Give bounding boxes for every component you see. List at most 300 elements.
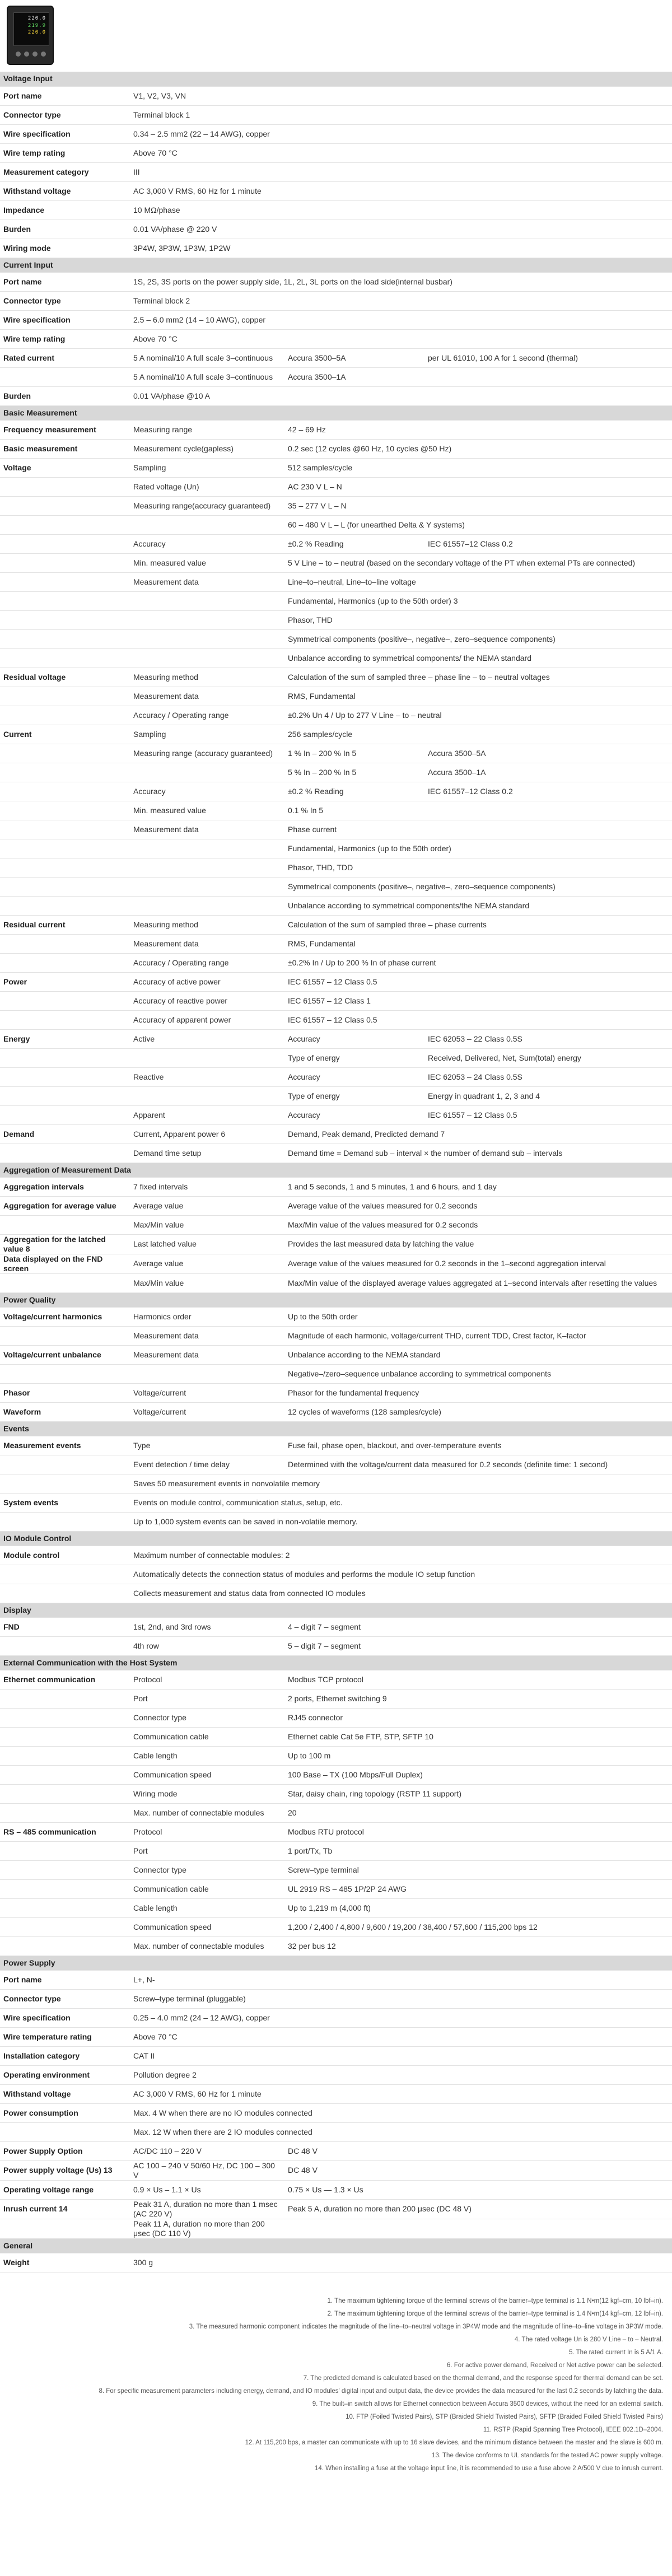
spec-value: 300 g: [130, 2253, 672, 2272]
spec-value: Measurement data: [130, 1326, 284, 1345]
spec-value: Negative–/zero–sequence unbalance according to symmetrical components: [284, 1364, 672, 1383]
spec-value: 2.5 – 6.0 mm2 (14 – 10 AWG), copper: [130, 310, 672, 329]
spec-row: [0, 1029, 672, 1048]
spec-row: [0, 1636, 672, 1655]
spec-label: [0, 1584, 130, 1603]
spec-value: Measurement data: [130, 572, 284, 591]
spec-row: [0, 86, 672, 105]
footnote: 2. The maximum tightening torque of the terminal screws of the barrier–type terminal is 1.4 N•m(14 kgf–cm, 12 lbf–in).: [327, 2310, 663, 2317]
spec-value: Communication cable: [130, 1879, 284, 1898]
spec-label: Power supply voltage (Us) 13: [0, 2160, 130, 2180]
spec-row: [0, 239, 672, 258]
spec-value: Accura 3500–5A: [424, 744, 672, 763]
spec-label: Aggregation for average value: [0, 1196, 130, 1215]
meter-buttons: [16, 52, 46, 57]
spec-row: [0, 2065, 672, 2084]
spec-value: ±0.2% In / Up to 200 % In of phase current: [284, 953, 672, 972]
spec-value: Unbalance according to symmetrical components/ the NEMA standard: [284, 648, 672, 668]
spec-value: Maximum number of connectable modules: 2: [130, 1546, 672, 1565]
spec-value: Fundamental, Harmonics (up to the 50th order): [284, 839, 672, 858]
spec-value: 7 fixed intervals: [130, 1177, 284, 1196]
spec-value: Active: [130, 1029, 284, 1048]
spec-label: [0, 477, 130, 496]
spec-value: Accuracy / Operating range: [130, 953, 284, 972]
spec-row: [0, 858, 672, 877]
spec-label: [0, 1727, 130, 1746]
spec-label: Wire temp rating: [0, 143, 130, 162]
spec-row: [0, 105, 672, 124]
spec-row: [0, 1493, 672, 1512]
spec-value: IEC 61557 – 12 Class 0.5: [284, 1010, 672, 1029]
spec-value: Automatically detects the connection status of modules and performs the module IO setup function: [130, 1565, 672, 1584]
spec-value: 3P4W, 3P3W, 1P3W, 1P2W: [130, 239, 672, 258]
spec-value: Accuracy of active power: [130, 972, 284, 991]
spec-row: [0, 458, 672, 477]
spec-value: Up to 100 m: [284, 1746, 672, 1765]
spec-row: [0, 725, 672, 744]
spec-value: Max/Min value: [130, 1215, 284, 1234]
spec-label: Port name: [0, 272, 130, 291]
spec-row: [0, 2122, 672, 2141]
spec-row: [0, 220, 672, 239]
spec-value: Peak 31 A, duration no more than 1 msec (AC 220 V): [130, 2199, 284, 2219]
footnote: 11. RSTP (Rapid Spanning Tree Protocol), IEEE 802.1D–2004.: [483, 2426, 663, 2433]
spec-row: [0, 1917, 672, 1936]
spec-value: Accuracy of reactive power: [130, 991, 284, 1010]
spec-row: [0, 610, 672, 629]
spec-value: [130, 515, 284, 534]
spec-row: [0, 1105, 672, 1124]
spec-value: Sampling: [130, 725, 284, 744]
spec-value: [284, 2219, 672, 2238]
spec-value: 20: [284, 1803, 672, 1822]
spec-value: 1S, 2S, 3S ports on the power supply side, 1L, 2L, 3L ports on the load side(internal busbar): [130, 272, 672, 291]
spec-label: Measurement category: [0, 162, 130, 181]
spec-value: [130, 1364, 284, 1383]
spec-value: ±0.2 % Reading: [284, 534, 424, 553]
spec-value: Min. measured value: [130, 801, 284, 820]
spec-value: 512 samples/cycle: [284, 458, 672, 477]
spec-value: Measuring range(accuracy guaranteed): [130, 496, 284, 515]
spec-value: Port: [130, 1841, 284, 1860]
spec-value: 4th row: [130, 1636, 284, 1655]
spec-label: Port name: [0, 86, 130, 105]
spec-value: 0.25 – 4.0 mm2 (24 – 12 AWG), copper: [130, 2008, 672, 2027]
footnote: 4. The rated voltage Un is 280 V Line – to – Neutral.: [514, 2336, 663, 2343]
spec-row: [0, 2160, 672, 2180]
spec-label: [0, 991, 130, 1010]
spec-row: [0, 820, 672, 839]
spec-value: Measurement data: [130, 820, 284, 839]
spec-label: Data displayed on the FND screen: [0, 1254, 130, 1273]
section-header: Basic Measurement: [0, 405, 672, 420]
spec-value: Unbalance according to symmetrical components/the NEMA standard: [284, 896, 672, 915]
spec-label: Burden: [0, 220, 130, 239]
spec-row: [0, 272, 672, 291]
spec-label: Wire specification: [0, 2008, 130, 2027]
spec-value: 0.9 × Us – 1.1 × Us: [130, 2180, 284, 2199]
spec-value: IEC 61557 – 12 Class 0.5: [284, 972, 672, 991]
spec-label: Phasor: [0, 1383, 130, 1402]
spec-value: Symmetrical components (positive–, negative–, zero–sequence components): [284, 629, 672, 648]
spec-label: [0, 648, 130, 668]
spec-row: [0, 2084, 672, 2103]
spec-row: [0, 310, 672, 329]
spec-value: 0.01 VA/phase @10 A: [130, 386, 672, 405]
spec-value: Up to the 50th order: [284, 1307, 672, 1326]
spec-value: Measuring method: [130, 668, 284, 687]
spec-row: [0, 1936, 672, 1956]
spec-row: [0, 1727, 672, 1746]
section-header: Display: [0, 1603, 672, 1617]
footnote: 9. The built–in switch allows for Ethernet connection between Accura 3500 devices, without the need for an external switch.: [312, 2400, 663, 2407]
spec-row: [0, 1436, 672, 1455]
spec-label: Port name: [0, 1970, 130, 1989]
spec-label: Withstand voltage: [0, 2084, 130, 2103]
spec-row: [0, 291, 672, 310]
spec-value: Protocol: [130, 1670, 284, 1689]
spec-row: [0, 1474, 672, 1493]
spec-row: [0, 367, 672, 386]
spec-value: 5 – digit 7 – segment: [284, 1636, 672, 1655]
footnote: 1. The maximum tightening torque of the terminal screws of the barrier–type terminal is 1.1 N•m(12 kgf–cm, 10 lbf–in).: [327, 2297, 663, 2304]
spec-label: [0, 1215, 130, 1234]
spec-value: Average value: [130, 1196, 284, 1215]
spec-value: IEC 61557–12 Class 0.2: [424, 782, 672, 801]
spec-row: [0, 143, 672, 162]
spec-label: [0, 1898, 130, 1917]
spec-value: Sampling: [130, 458, 284, 477]
spec-row: [0, 2253, 672, 2272]
spec-value: 10 MΩ/phase: [130, 200, 672, 220]
footnote: 14. When installing a fuse at the voltage input line, it is recommended to use a fuse above 2 A/500 V due to inrush current.: [314, 2465, 663, 2472]
spec-value: Determined with the voltage/current data measured for 0.2 seconds (definite time: 1 second): [284, 1455, 672, 1474]
spec-value: 0.01 VA/phase @ 220 V: [130, 220, 672, 239]
spec-label: Frequency measurement: [0, 420, 130, 439]
spec-value: Communication speed: [130, 1917, 284, 1936]
spec-value: 100 Base – TX (100 Mbps/Full Duplex): [284, 1765, 672, 1784]
spec-row: [0, 2046, 672, 2065]
spec-table: [0, 72, 672, 2272]
spec-row: [0, 972, 672, 991]
spec-label: [0, 1048, 130, 1067]
spec-value: Saves 50 measurement events in nonvolatile memory: [130, 1474, 672, 1493]
spec-label: [0, 687, 130, 706]
spec-label: Module control: [0, 1546, 130, 1565]
spec-value: Modbus TCP protocol: [284, 1670, 672, 1689]
spec-value: Pollution degree 2: [130, 2065, 672, 2084]
spec-label: [0, 629, 130, 648]
spec-label: [0, 534, 130, 553]
spec-row: [0, 1689, 672, 1708]
spec-row: [0, 782, 672, 801]
spec-label: [0, 744, 130, 763]
spec-label: [0, 877, 130, 896]
spec-row: [0, 1307, 672, 1326]
spec-label: [0, 610, 130, 629]
power-meter-image: [7, 6, 54, 65]
spec-label: [0, 2122, 130, 2141]
footnote: 12. At 115,200 bps, a master can communicate with up to 16 slave devices, and the minimum distance between the master and the slave is 600 m.: [245, 2439, 663, 2446]
spec-label: Ethernet communication: [0, 1670, 130, 1689]
spec-row: [0, 1879, 672, 1898]
spec-value: Accura 3500–5A: [284, 348, 424, 367]
spec-value: Measuring method: [130, 915, 284, 934]
spec-value: Above 70 °C: [130, 143, 672, 162]
spec-label: Aggregation for the latched value 8: [0, 1234, 130, 1254]
meter-display-line-1: 220.0: [27, 16, 46, 21]
spec-row: [0, 1841, 672, 1860]
spec-row: [0, 591, 672, 610]
spec-label: [0, 1474, 130, 1493]
spec-row: [0, 1546, 672, 1565]
spec-label: Wire temp rating: [0, 329, 130, 348]
spec-row: [0, 1234, 672, 1254]
spec-label: [0, 1765, 130, 1784]
spec-value: [130, 896, 284, 915]
spec-label: Voltage/current harmonics: [0, 1307, 130, 1326]
spec-value: 42 – 69 Hz: [284, 420, 672, 439]
spec-value: Average value: [130, 1254, 284, 1273]
spec-row: [0, 386, 672, 405]
spec-value: Event detection / time delay: [130, 1455, 284, 1474]
spec-value: Max. number of connectable modules: [130, 1803, 284, 1822]
spec-value: AC/DC 110 – 220 V: [130, 2141, 284, 2160]
spec-value: Symmetrical components (positive–, negative–, zero–sequence components): [284, 877, 672, 896]
spec-label: Wiring mode: [0, 239, 130, 258]
spec-value: AC 100 – 240 V 50/60 Hz, DC 100 – 300 V: [130, 2160, 284, 2180]
spec-row: [0, 648, 672, 668]
spec-label: Rated current: [0, 348, 130, 367]
spec-value: 0.1 % In 5: [284, 801, 672, 820]
spec-value: Calculation of the sum of sampled three – phase currents: [284, 915, 672, 934]
spec-value: CAT II: [130, 2046, 672, 2065]
spec-label: Basic measurement: [0, 439, 130, 458]
spec-value: Measurement data: [130, 934, 284, 953]
spec-value: RMS, Fundamental: [284, 934, 672, 953]
spec-row: [0, 896, 672, 915]
spec-value: Apparent: [130, 1105, 284, 1124]
spec-row: [0, 1898, 672, 1917]
spec-value: [130, 877, 284, 896]
spec-row: [0, 1512, 672, 1531]
spec-value: UL 2919 RS – 485 1P/2P 24 AWG: [284, 1879, 672, 1898]
spec-label: Residual voltage: [0, 668, 130, 687]
spec-label: [0, 1860, 130, 1879]
spec-label: [0, 858, 130, 877]
spec-value: Magnitude of each harmonic, voltage/current THD, current TDD, Crest factor, K–factor: [284, 1326, 672, 1345]
spec-value: Reactive: [130, 1067, 284, 1086]
section-header: General: [0, 2238, 672, 2253]
spec-row: [0, 2141, 672, 2160]
spec-row: [0, 2103, 672, 2122]
spec-row: [0, 1765, 672, 1784]
spec-value: Average value of the values measured for 0.2 seconds in the 1–second aggregation interval: [284, 1254, 672, 1273]
spec-value: Phasor, THD: [284, 610, 672, 629]
spec-value: 256 samples/cycle: [284, 725, 672, 744]
spec-value: Accuracy: [284, 1067, 424, 1086]
spec-row: [0, 1383, 672, 1402]
spec-label: [0, 763, 130, 782]
spec-row: [0, 329, 672, 348]
spec-value: [130, 1048, 284, 1067]
spec-row: [0, 534, 672, 553]
spec-value: Received, Delivered, Net, Sum(total) energy: [424, 1048, 672, 1067]
spec-value: 60 – 480 V L – L (for unearthed Delta & Y systems): [284, 515, 672, 534]
spec-value: Collects measurement and status data from connected IO modules: [130, 1584, 672, 1603]
spec-value: Measuring range (accuracy guaranteed): [130, 744, 284, 763]
spec-row: [0, 2219, 672, 2238]
spec-value: Max/Min value of the values measured for 0.2 seconds: [284, 1215, 672, 1234]
spec-row: [0, 1254, 672, 1273]
spec-value: [130, 591, 284, 610]
spec-label: [0, 1841, 130, 1860]
spec-value: Accuracy / Operating range: [130, 706, 284, 725]
spec-row: [0, 1402, 672, 1421]
spec-label: [0, 801, 130, 820]
spec-label: [0, 1067, 130, 1086]
spec-label: [0, 572, 130, 591]
spec-value: 1 and 5 seconds, 1 and 5 minutes, 1 and 6 hours, and 1 day: [284, 1177, 672, 1196]
spec-value: 5 A nominal/10 A full scale 3–continuous: [130, 348, 284, 367]
spec-label: [0, 2219, 130, 2238]
spec-row: [0, 1860, 672, 1879]
spec-row: [0, 515, 672, 534]
spec-label: [0, 1879, 130, 1898]
spec-row: [0, 706, 672, 725]
spec-value: Measuring range: [130, 420, 284, 439]
spec-label: [0, 1565, 130, 1584]
spec-row: [0, 181, 672, 200]
section-header: IO Module Control: [0, 1531, 672, 1546]
spec-label: Connector type: [0, 105, 130, 124]
spec-value: Ethernet cable Cat 5e FTP, STP, SFTP 10: [284, 1727, 672, 1746]
spec-label: [0, 820, 130, 839]
spec-value: 5 A nominal/10 A full scale 3–continuous: [130, 367, 284, 386]
spec-value: IEC 61557 – 12 Class 1: [284, 991, 672, 1010]
spec-row: [0, 1086, 672, 1105]
spec-row: [0, 1215, 672, 1234]
spec-row: [0, 572, 672, 591]
spec-value: Communication cable: [130, 1727, 284, 1746]
spec-row: [0, 348, 672, 367]
spec-label: [0, 1746, 130, 1765]
spec-row: [0, 934, 672, 953]
meter-display-line-2: 219.9: [27, 22, 46, 29]
spec-row: [0, 1144, 672, 1163]
spec-row: [0, 1124, 672, 1144]
spec-value: Voltage/current: [130, 1402, 284, 1421]
spec-label: Operating voltage range: [0, 2180, 130, 2199]
spec-row: [0, 1196, 672, 1215]
spec-value: RMS, Fundamental: [284, 687, 672, 706]
section-header: Current Input: [0, 258, 672, 272]
spec-value: Measurement data: [130, 1345, 284, 1364]
spec-value: [130, 858, 284, 877]
spec-label: Voltage: [0, 458, 130, 477]
spec-value: Terminal block 2: [130, 291, 672, 310]
spec-value: III: [130, 162, 672, 181]
spec-value: Above 70 °C: [130, 329, 672, 348]
footnote: 6. For active power demand, Received or Net active power can be selected.: [446, 2362, 663, 2369]
spec-value: Up to 1,219 m (4,000 ft): [284, 1898, 672, 1917]
spec-value: [130, 763, 284, 782]
spec-row: [0, 1067, 672, 1086]
spec-value: Last latched value: [130, 1234, 284, 1254]
spec-label: Measurement events: [0, 1436, 130, 1455]
spec-label: [0, 1364, 130, 1383]
spec-value: Average value of the values measured for 0.2 seconds: [284, 1196, 672, 1215]
spec-value: 0.2 sec (12 cycles @60 Hz, 10 cycles @50 Hz): [284, 439, 672, 458]
spec-row: [0, 162, 672, 181]
spec-row: [0, 1970, 672, 1989]
spec-value: IEC 62053 – 22 Class 0.5S: [424, 1029, 672, 1048]
spec-value: Accuracy: [284, 1105, 424, 1124]
footnote: 7. The predicted demand is calculated based on the thermal demand, and the response speed for thermal demand can be set.: [303, 2374, 663, 2382]
spec-label: [0, 953, 130, 972]
spec-row: [0, 1803, 672, 1822]
product-header: [0, 0, 672, 72]
spec-value: Calculation of the sum of sampled three – phase line – to – neutral voltages: [284, 668, 672, 687]
footnote: 10. FTP (Foiled Twisted Pairs), STP (Braided Shield Twisted Pairs), SFTP (Braided Foiled Shield Twisted Pairs): [346, 2413, 663, 2420]
spec-value: Current, Apparent power 6: [130, 1124, 284, 1144]
footnotes: [0, 2295, 672, 2475]
spec-value: L+, N-: [130, 1970, 672, 1989]
spec-value: Demand, Peak demand, Predicted demand 7: [284, 1124, 672, 1144]
spec-row: [0, 1617, 672, 1636]
spec-row: [0, 1989, 672, 2008]
spec-value: Cable length: [130, 1746, 284, 1765]
spec-row: [0, 1584, 672, 1603]
spec-value: Connector type: [130, 1860, 284, 1879]
section-header: Power Supply: [0, 1956, 672, 1970]
spec-value: 5 V Line – to – neutral (based on the secondary voltage of the PT when external PTs are connected): [284, 553, 672, 572]
section-header: Events: [0, 1421, 672, 1436]
spec-value: AC 230 V L – N: [284, 477, 672, 496]
spec-label: [0, 1086, 130, 1105]
spec-value: IEC 61557–12 Class 0.2: [424, 534, 672, 553]
footnote: 8. For specific measurement parameters including energy, demand, and IO modules' digital input and output data, the device provides the data measured for the last 0.2 seconds by latching the data.: [99, 2387, 663, 2395]
spec-value: DC 48 V: [284, 2160, 672, 2180]
spec-label: Power: [0, 972, 130, 991]
spec-value: Provides the last measured data by latching the value: [284, 1234, 672, 1254]
spec-value: 0.75 × Us — 1.3 × Us: [284, 2180, 672, 2199]
spec-label: Voltage/current unbalance: [0, 1345, 130, 1364]
spec-row: [0, 477, 672, 496]
spec-value: ±0.2% Un 4 / Up to 277 V Line – to – neutral: [284, 706, 672, 725]
spec-label: [0, 515, 130, 534]
spec-label: Current: [0, 725, 130, 744]
spec-value: Max. number of connectable modules: [130, 1936, 284, 1956]
spec-value: Accura 3500–1A: [284, 367, 424, 386]
spec-value: Up to 1,000 system events can be saved in non-volatile memory.: [130, 1512, 672, 1531]
spec-value: Fuse fail, phase open, blackout, and over-temperature events: [284, 1436, 672, 1455]
spec-label: Connector type: [0, 291, 130, 310]
spec-label: Power Supply Option: [0, 2141, 130, 2160]
spec-value: Harmonics order: [130, 1307, 284, 1326]
spec-value: 1st, 2nd, and 3rd rows: [130, 1617, 284, 1636]
spec-value: 5 % In – 200 % In 5: [284, 763, 424, 782]
spec-label: [0, 896, 130, 915]
spec-value: Events on module control, communication status, setup, etc.: [130, 1493, 672, 1512]
spec-label: [0, 706, 130, 725]
spec-value: 1 port/Tx, Tb: [284, 1841, 672, 1860]
spec-row: [0, 763, 672, 782]
spec-label: [0, 367, 130, 386]
spec-label: [0, 934, 130, 953]
spec-row: [0, 1784, 672, 1803]
spec-row: [0, 744, 672, 763]
